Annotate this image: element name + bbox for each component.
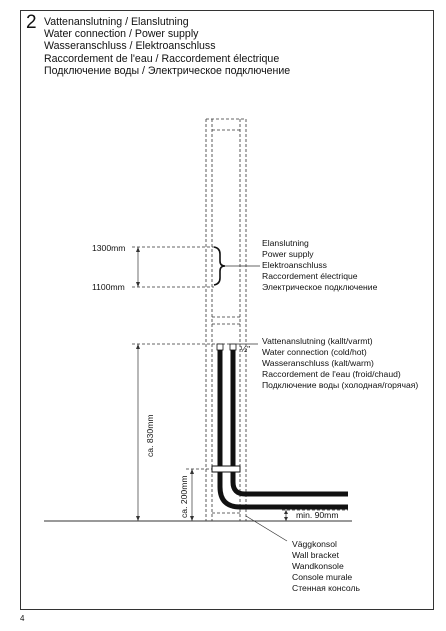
water-label-en: Water connection (cold/hot) xyxy=(262,347,367,357)
heading-line-en: Water connection / Power supply xyxy=(44,28,199,41)
heading-line-sv: Vattenanslutning / Elanslutning xyxy=(44,16,189,28)
bracket-label-fr: Console murale xyxy=(292,572,353,582)
power-label-sv: Elanslutning xyxy=(262,238,309,248)
power-brace xyxy=(214,247,225,285)
power-lower-label: 1100mm xyxy=(92,282,125,292)
water-label-fr: Raccordement de l'eau (froid/chaud) xyxy=(262,369,401,379)
step-number: 2 xyxy=(26,12,37,33)
page-number: 4 xyxy=(20,614,25,623)
bracket-label-ru: Стенная консоль xyxy=(292,583,360,593)
bracket-label-en: Wall bracket xyxy=(292,550,339,560)
bracket-height-label: ca. 200mm xyxy=(179,475,189,518)
heading-line-ru: Подключение воды / Электрическое подключение xyxy=(44,64,291,77)
power-upper-label: 1300mm xyxy=(92,243,126,253)
heading-line-de: Wasseranschluss / Elektroanschluss xyxy=(44,40,216,53)
power-dimension xyxy=(132,247,214,287)
bracket-leader xyxy=(246,516,287,541)
wall-bracket xyxy=(212,466,240,472)
heading-line-fr: Raccordement de l'eau / Raccordement électrique xyxy=(44,52,280,65)
water-label-ru: Подключение воды (холодная/горячая) xyxy=(262,380,419,390)
bracket-height-dimension xyxy=(186,469,214,521)
pipe-size-label: ½" xyxy=(240,344,251,354)
power-label-ru: Электрическое подключение xyxy=(262,282,378,292)
power-label-de: Elektroanschluss xyxy=(262,260,327,270)
bracket-label-de: Wandkonsole xyxy=(292,561,344,571)
water-label-sv: Vattenanslutning (kallt/varmt) xyxy=(262,336,373,346)
min-offset-label: min. 90mm xyxy=(296,510,339,520)
water-connection-labels xyxy=(262,336,418,390)
power-label-fr: Raccordement électrique xyxy=(262,271,358,281)
wall-bracket-labels xyxy=(292,539,361,593)
water-label-de: Wasseranschluss (kalt/warm) xyxy=(262,358,374,368)
power-supply-labels xyxy=(262,238,378,292)
power-label-en: Power supply xyxy=(262,249,314,259)
pipe-caps xyxy=(217,344,236,350)
water-height-label: ca. 830mm xyxy=(145,414,155,457)
bracket-label-sv: Väggkonsol xyxy=(292,539,337,549)
wall-outline xyxy=(206,119,246,521)
